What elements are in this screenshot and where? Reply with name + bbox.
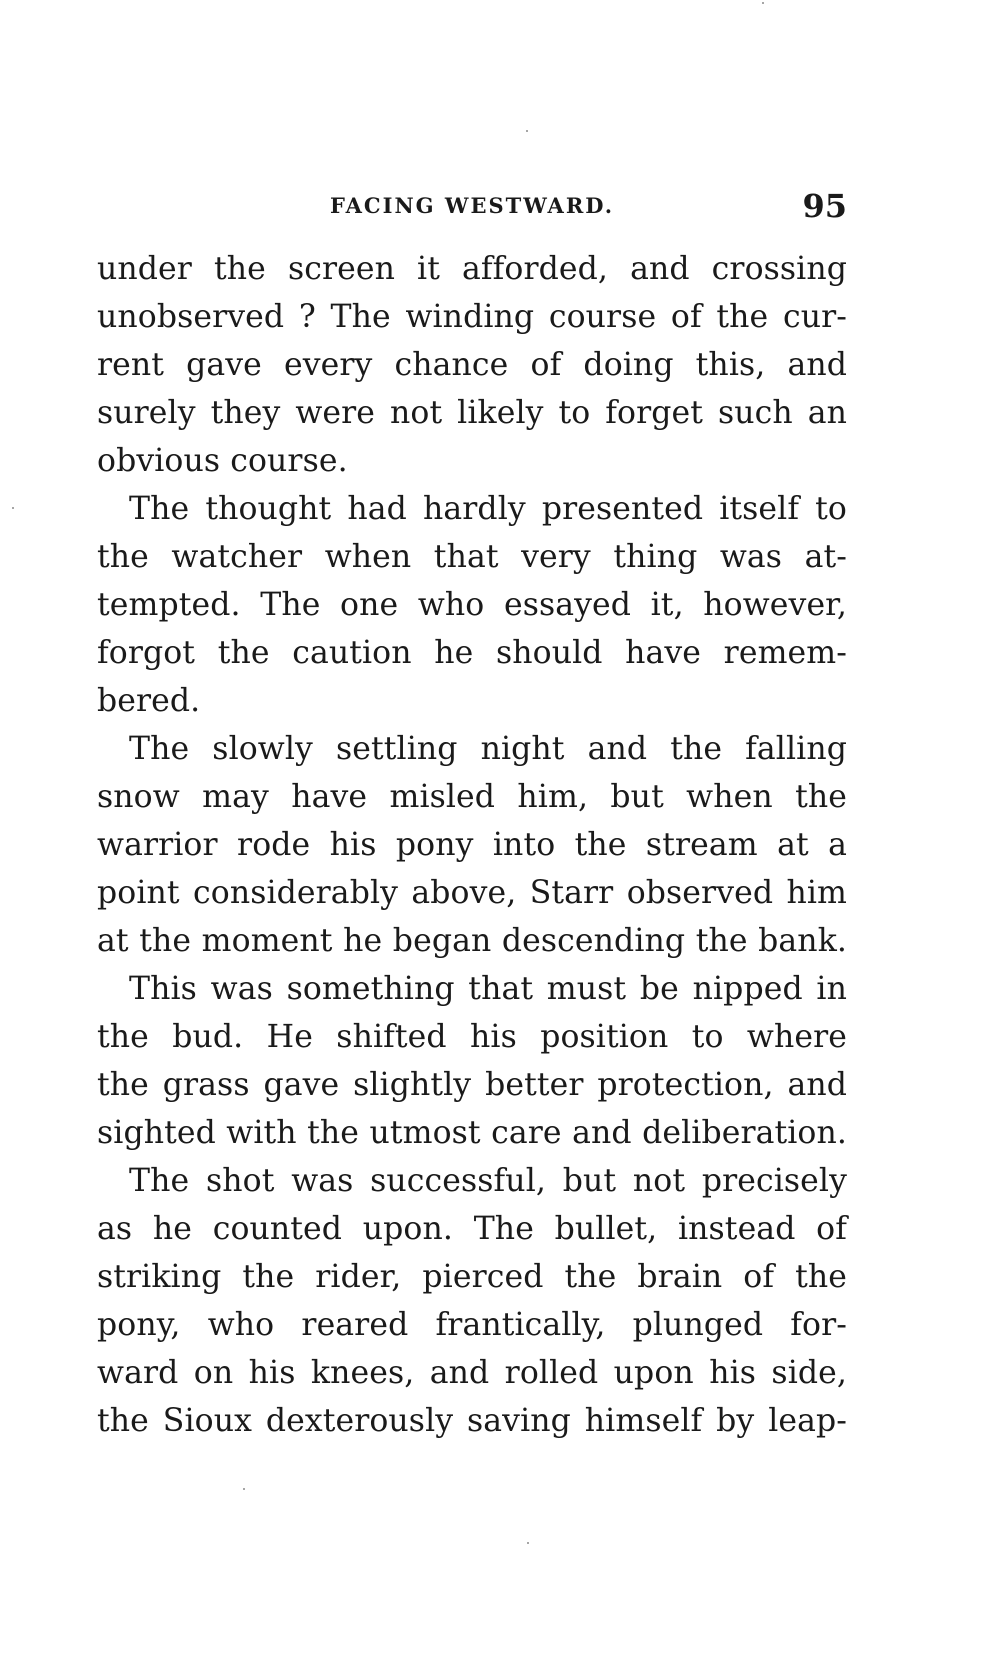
text-line: point considerably above, Starr observed him bbox=[97, 875, 847, 911]
paper-speck bbox=[526, 130, 528, 132]
text-line: tempted. The one who essayed it, however, bbox=[97, 587, 847, 623]
text-line: obvious course. bbox=[97, 443, 348, 479]
text-line: the watcher when that very thing was at- bbox=[97, 539, 847, 575]
text-line: the grass gave slightly better protection, and bbox=[97, 1067, 847, 1103]
paragraph-2 bbox=[97, 485, 847, 725]
text-line: forgot the caution he should have remem- bbox=[97, 635, 847, 671]
paragraph-4 bbox=[97, 965, 847, 1157]
text-line: pony, who reared frantically, plunged for- bbox=[97, 1307, 847, 1343]
text-line: at the moment he began descending the bank. bbox=[97, 923, 847, 959]
text-line: warrior rode his pony into the stream at a bbox=[97, 827, 847, 863]
text-line: snow may have misled him, but when the bbox=[97, 779, 847, 815]
text-line: rent gave every chance of doing this, and bbox=[97, 347, 847, 383]
paper-speck bbox=[527, 1542, 529, 1544]
page-number: 95 bbox=[802, 187, 847, 225]
text-line: unobserved ? The winding course of the cur- bbox=[97, 299, 847, 335]
text-line: the Sioux dexterously saving himself by leap- bbox=[97, 1403, 847, 1439]
paragraph-5 bbox=[97, 1157, 847, 1445]
running-title: FACING WESTWARD. bbox=[329, 193, 615, 218]
text-line: striking the rider, pierced the brain of the bbox=[97, 1259, 847, 1295]
text-line: under the screen it afforded, and crossing bbox=[97, 251, 847, 287]
text-line: as he counted upon. The bullet, instead of bbox=[97, 1211, 847, 1247]
text-line: sighted with the utmost care and deliberation. bbox=[97, 1115, 847, 1151]
text-line: The shot was successful, but not precisely bbox=[129, 1163, 847, 1199]
text-line: This was something that must be nipped in bbox=[129, 971, 847, 1007]
running-head bbox=[97, 187, 847, 227]
text-line: The thought had hardly presented itself to bbox=[129, 491, 847, 527]
paper-speck bbox=[243, 1488, 245, 1490]
paragraph-1 bbox=[97, 245, 847, 485]
text-line: the bud. He shifted his position to where bbox=[97, 1019, 847, 1055]
text-line: ward on his knees, and rolled upon his side, bbox=[97, 1355, 847, 1391]
text-line: surely they were not likely to forget such an bbox=[97, 395, 847, 431]
body-text bbox=[97, 245, 847, 1445]
paper-speck bbox=[762, 2, 764, 4]
text-line: bered. bbox=[97, 683, 201, 719]
paragraph-3 bbox=[97, 725, 847, 965]
paper-speck bbox=[12, 507, 14, 509]
text-line: The slowly settling night and the falling bbox=[129, 731, 847, 767]
